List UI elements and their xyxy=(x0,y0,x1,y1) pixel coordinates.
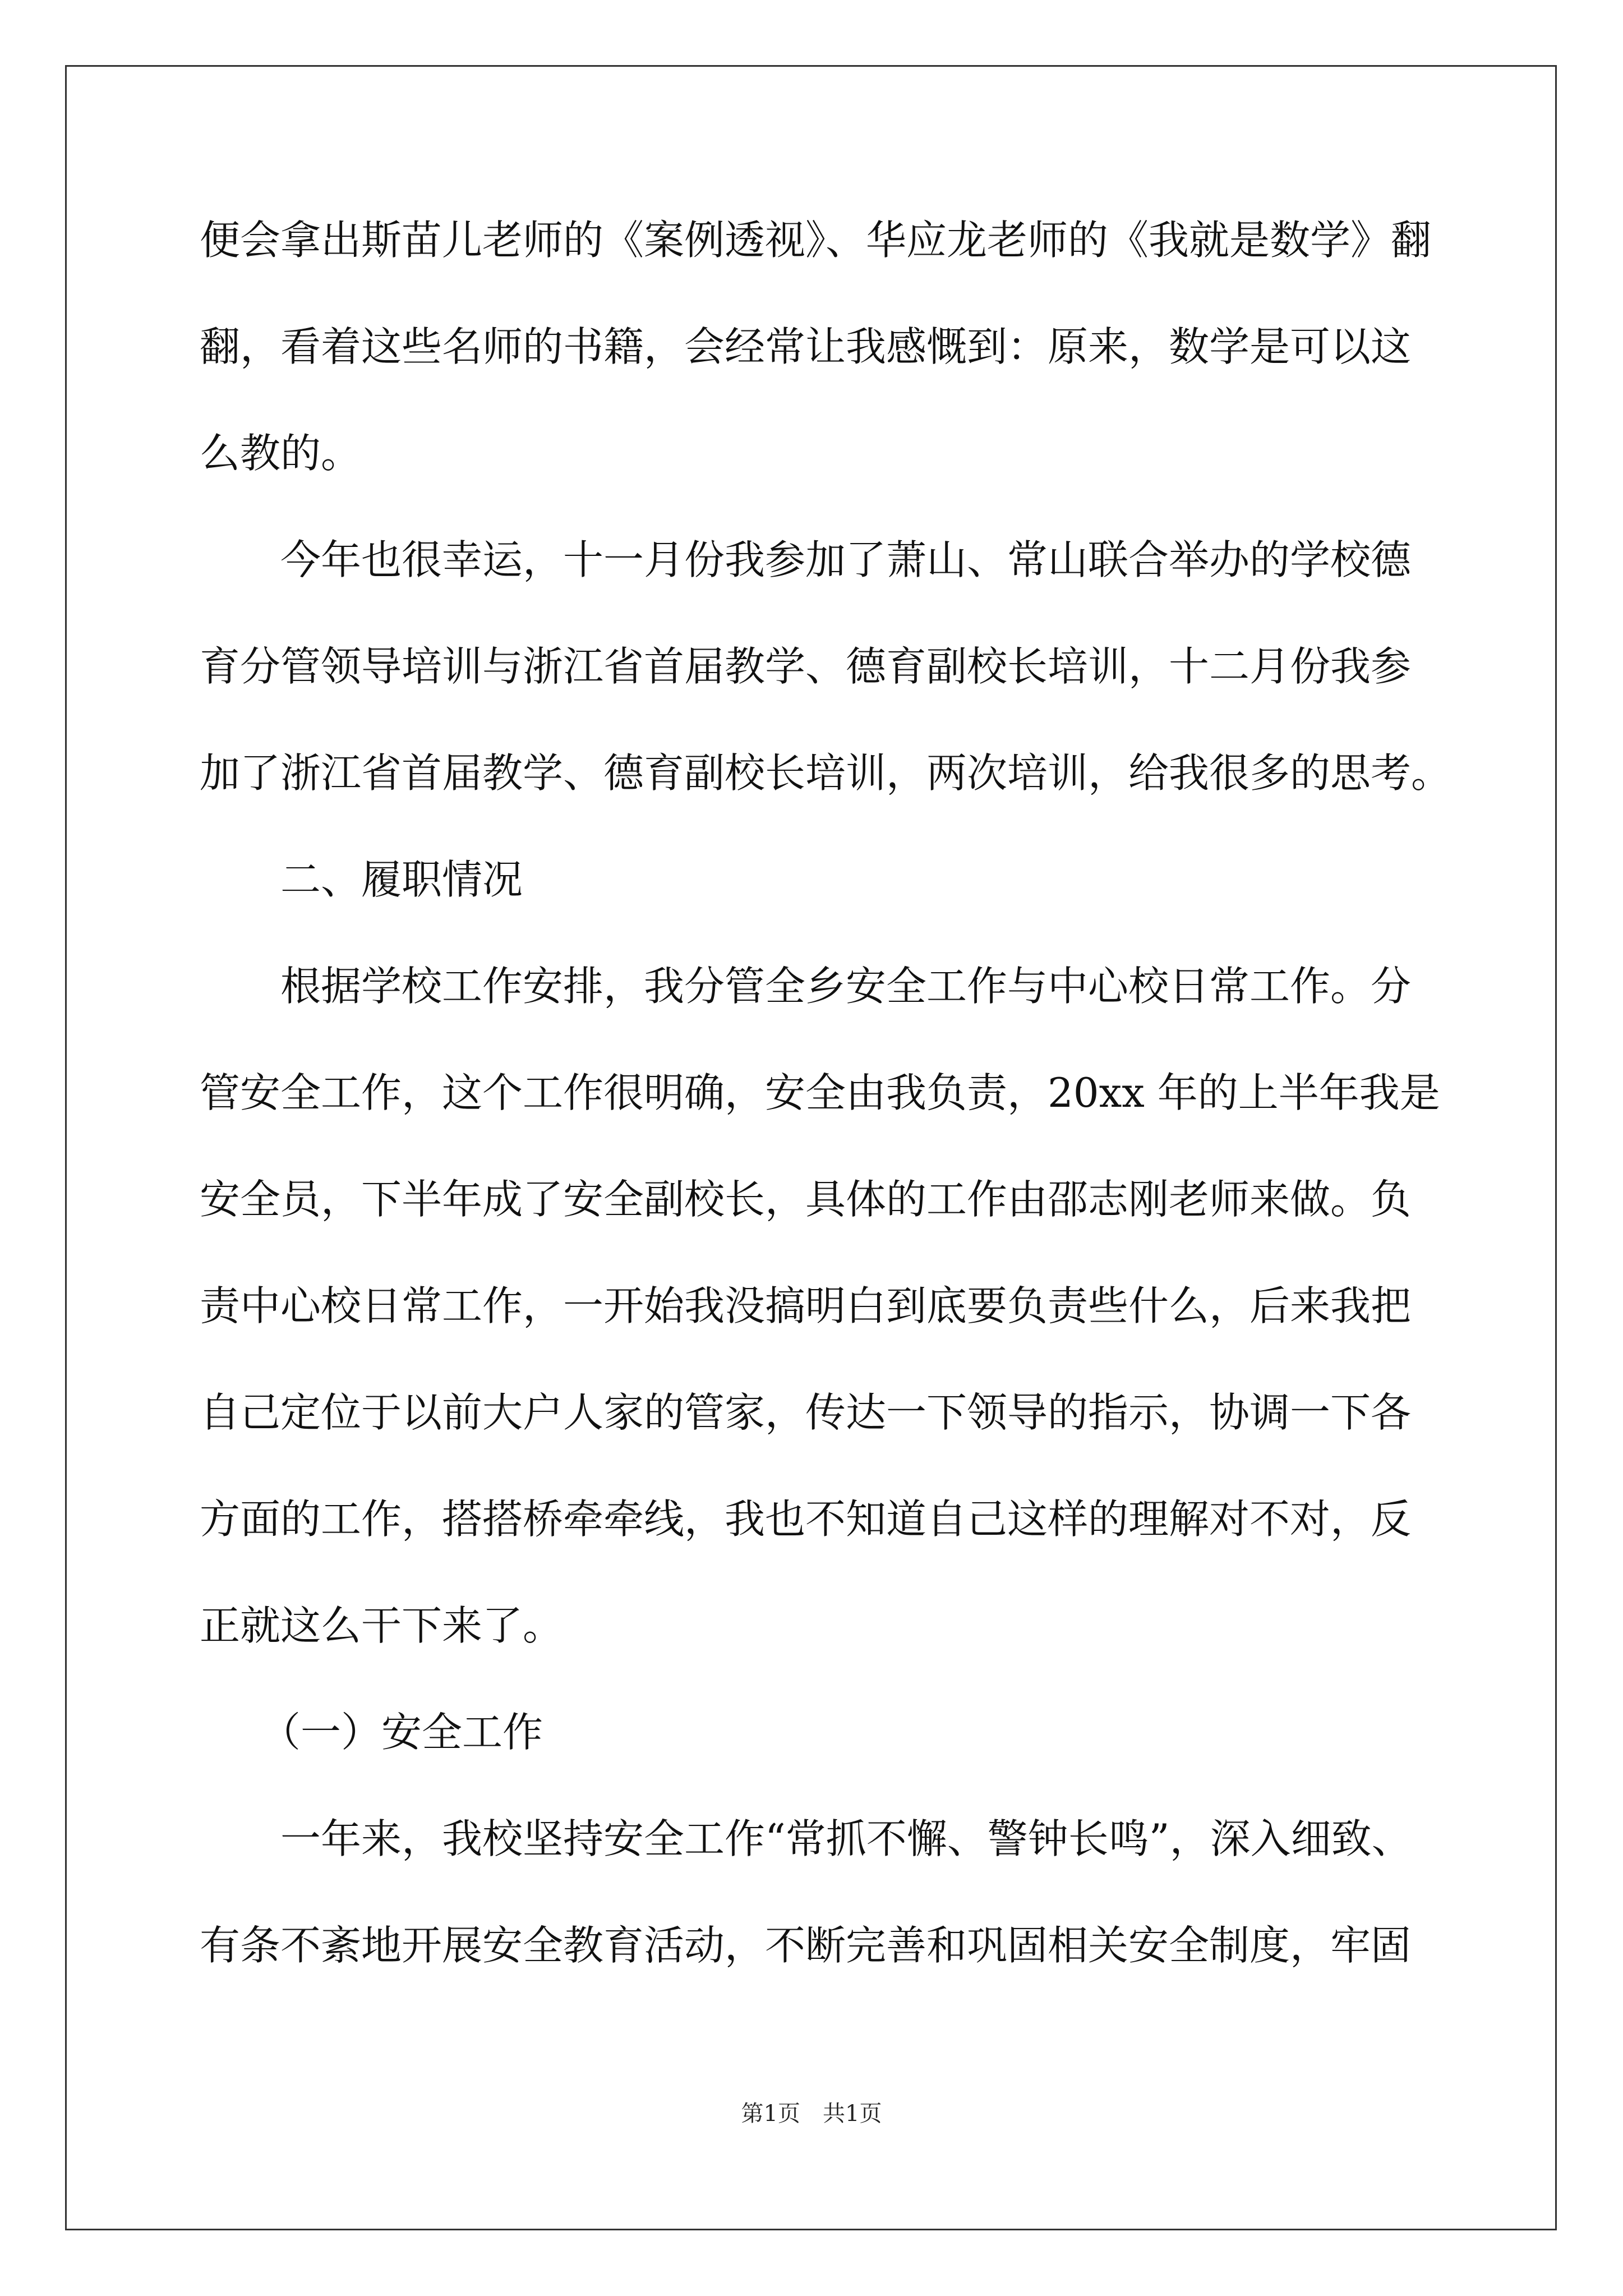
text-line: 育分管领导培训与浙江省首届教学、德育副校长培训，十二月份我参 xyxy=(200,643,1412,690)
text-line: 责中心校日常工作，一开始我没搞明白到底要负责些什么，后来我把 xyxy=(200,1282,1412,1329)
text-line: 么教的。 xyxy=(200,430,362,477)
text-line: 加了浙江省首届教学、德育副校长培训，两次培训，给我很多的思考。 xyxy=(200,749,1452,797)
text-line: 管安全工作，这个工作很明确，安全由我负责，20xx 年的上半年我是 xyxy=(200,1069,1440,1116)
page-border xyxy=(65,65,1557,2230)
subsection-heading: （一）安全工作 xyxy=(200,1709,543,1756)
section-heading: 二、履职情况 xyxy=(200,856,523,903)
text-line: 自己定位于以前大户人家的管家，传达一下领导的指示，协调一下各 xyxy=(200,1389,1412,1436)
page-footer: 第1页 共1页 xyxy=(741,2101,882,2127)
text-line: 翻，看着这些名师的书籍，会经常让我感慨到：原来，数学是可以这 xyxy=(200,323,1412,370)
text-line: 有条不紊地开展安全教育活动，不断完善和巩固相关安全制度，牢固 xyxy=(200,1922,1412,1969)
text-line: 一年来，我校坚持安全工作“常抓不懈、警钟长鸣”，深入细致、 xyxy=(200,1815,1412,1862)
text-line: 方面的工作，搭搭桥牵牵线，我也不知道自己这样的理解对不对，反 xyxy=(200,1496,1412,1543)
text-line: 安全员，下半年成了安全副校长，具体的工作由邵志刚老师来做。负 xyxy=(200,1176,1412,1223)
text-line: 根据学校工作安排，我分管全乡安全工作与中心校日常工作。分 xyxy=(200,963,1412,1010)
text-line: 正就这么干下来了。 xyxy=(200,1602,564,1649)
text-line: 今年也很幸运，十一月份我参加了萧山、常山联合举办的学校德 xyxy=(200,536,1412,583)
text-line: 便会拿出斯苗儿老师的《案例透视》、华应龙老师的《我就是数学》翻 xyxy=(200,217,1432,264)
